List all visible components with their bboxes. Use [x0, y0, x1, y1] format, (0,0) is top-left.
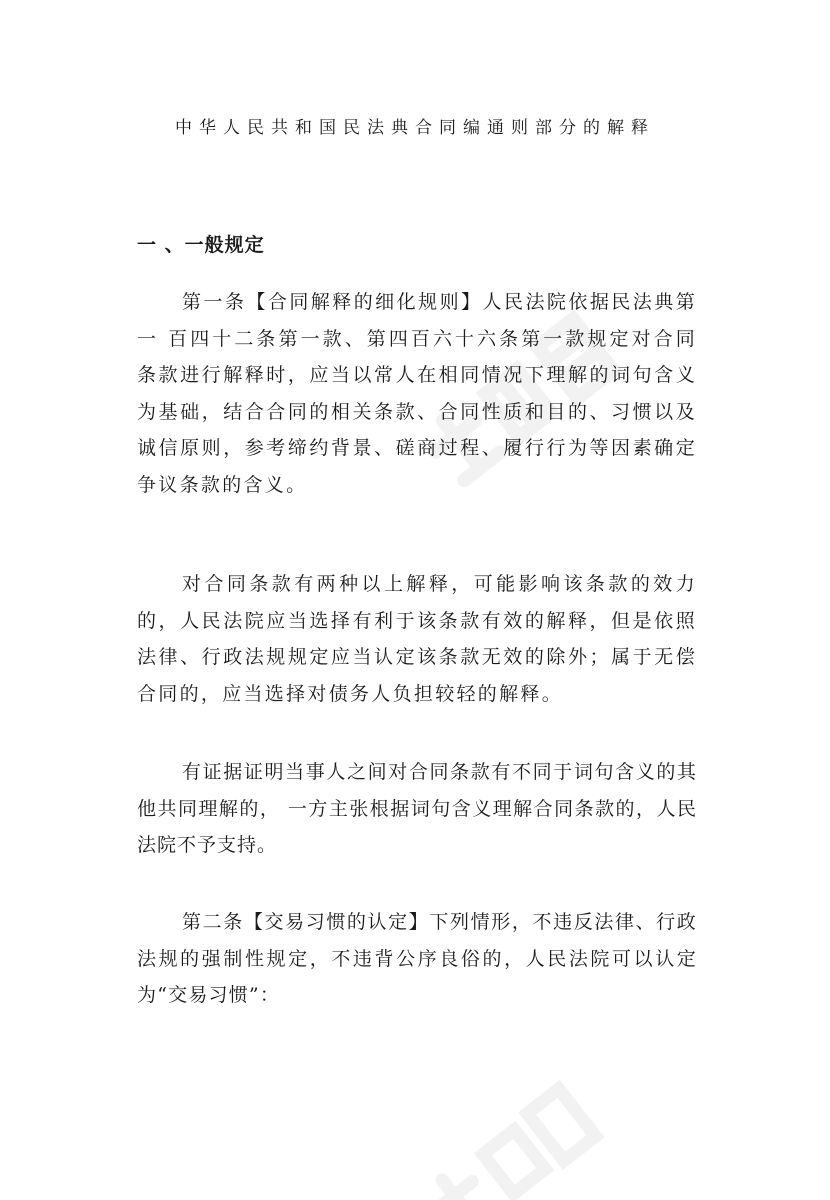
- section-heading: 一 、一般规定: [137, 234, 265, 256]
- paragraph-article-2: 第二条【交易习惯的认定】下列情形，不违反法律、行政法规的强制性规定，不违背公序良俗的，人民法院可以认定为“交易习惯”：: [137, 911, 697, 1006]
- document-title: 中华人民共和国民法典合同编通则部分的解释: [175, 118, 655, 138]
- paragraph-article-1-clause-2: 对合同条款有两种以上解释，可能影响该条款的效力的，人民法院应当选择有利于该条款有效的解释，但是依照法律、行政法规规定应当认定该条款无效的除外；属于无偿合同的，应当选择对债务人负担较轻的解释。: [137, 573, 697, 705]
- paragraph-article-1-clause-3: 有证据证明当事人之间对合同条款有不同于词句含义的其他共同理解的， 一方主张根据词句含义理解合同条款的，人民法院不予支持。: [137, 761, 697, 856]
- paragraph-article-1: 第一条【合同解释的细化规则】人民法院依据民法典第一 百四十二条第一款、第四百六十六条第一款规定对合同条款进行解释时，应当以常人在相同情况下理解的词句含义为基础，结合合同的相关条款、合同性质和目的、习惯以及诚信原则，参考缔约背景、磋商过程、履行行为等因素确定争议条款的含义。: [137, 291, 697, 496]
- watermark-graphic-bottom: [380, 1080, 620, 1200]
